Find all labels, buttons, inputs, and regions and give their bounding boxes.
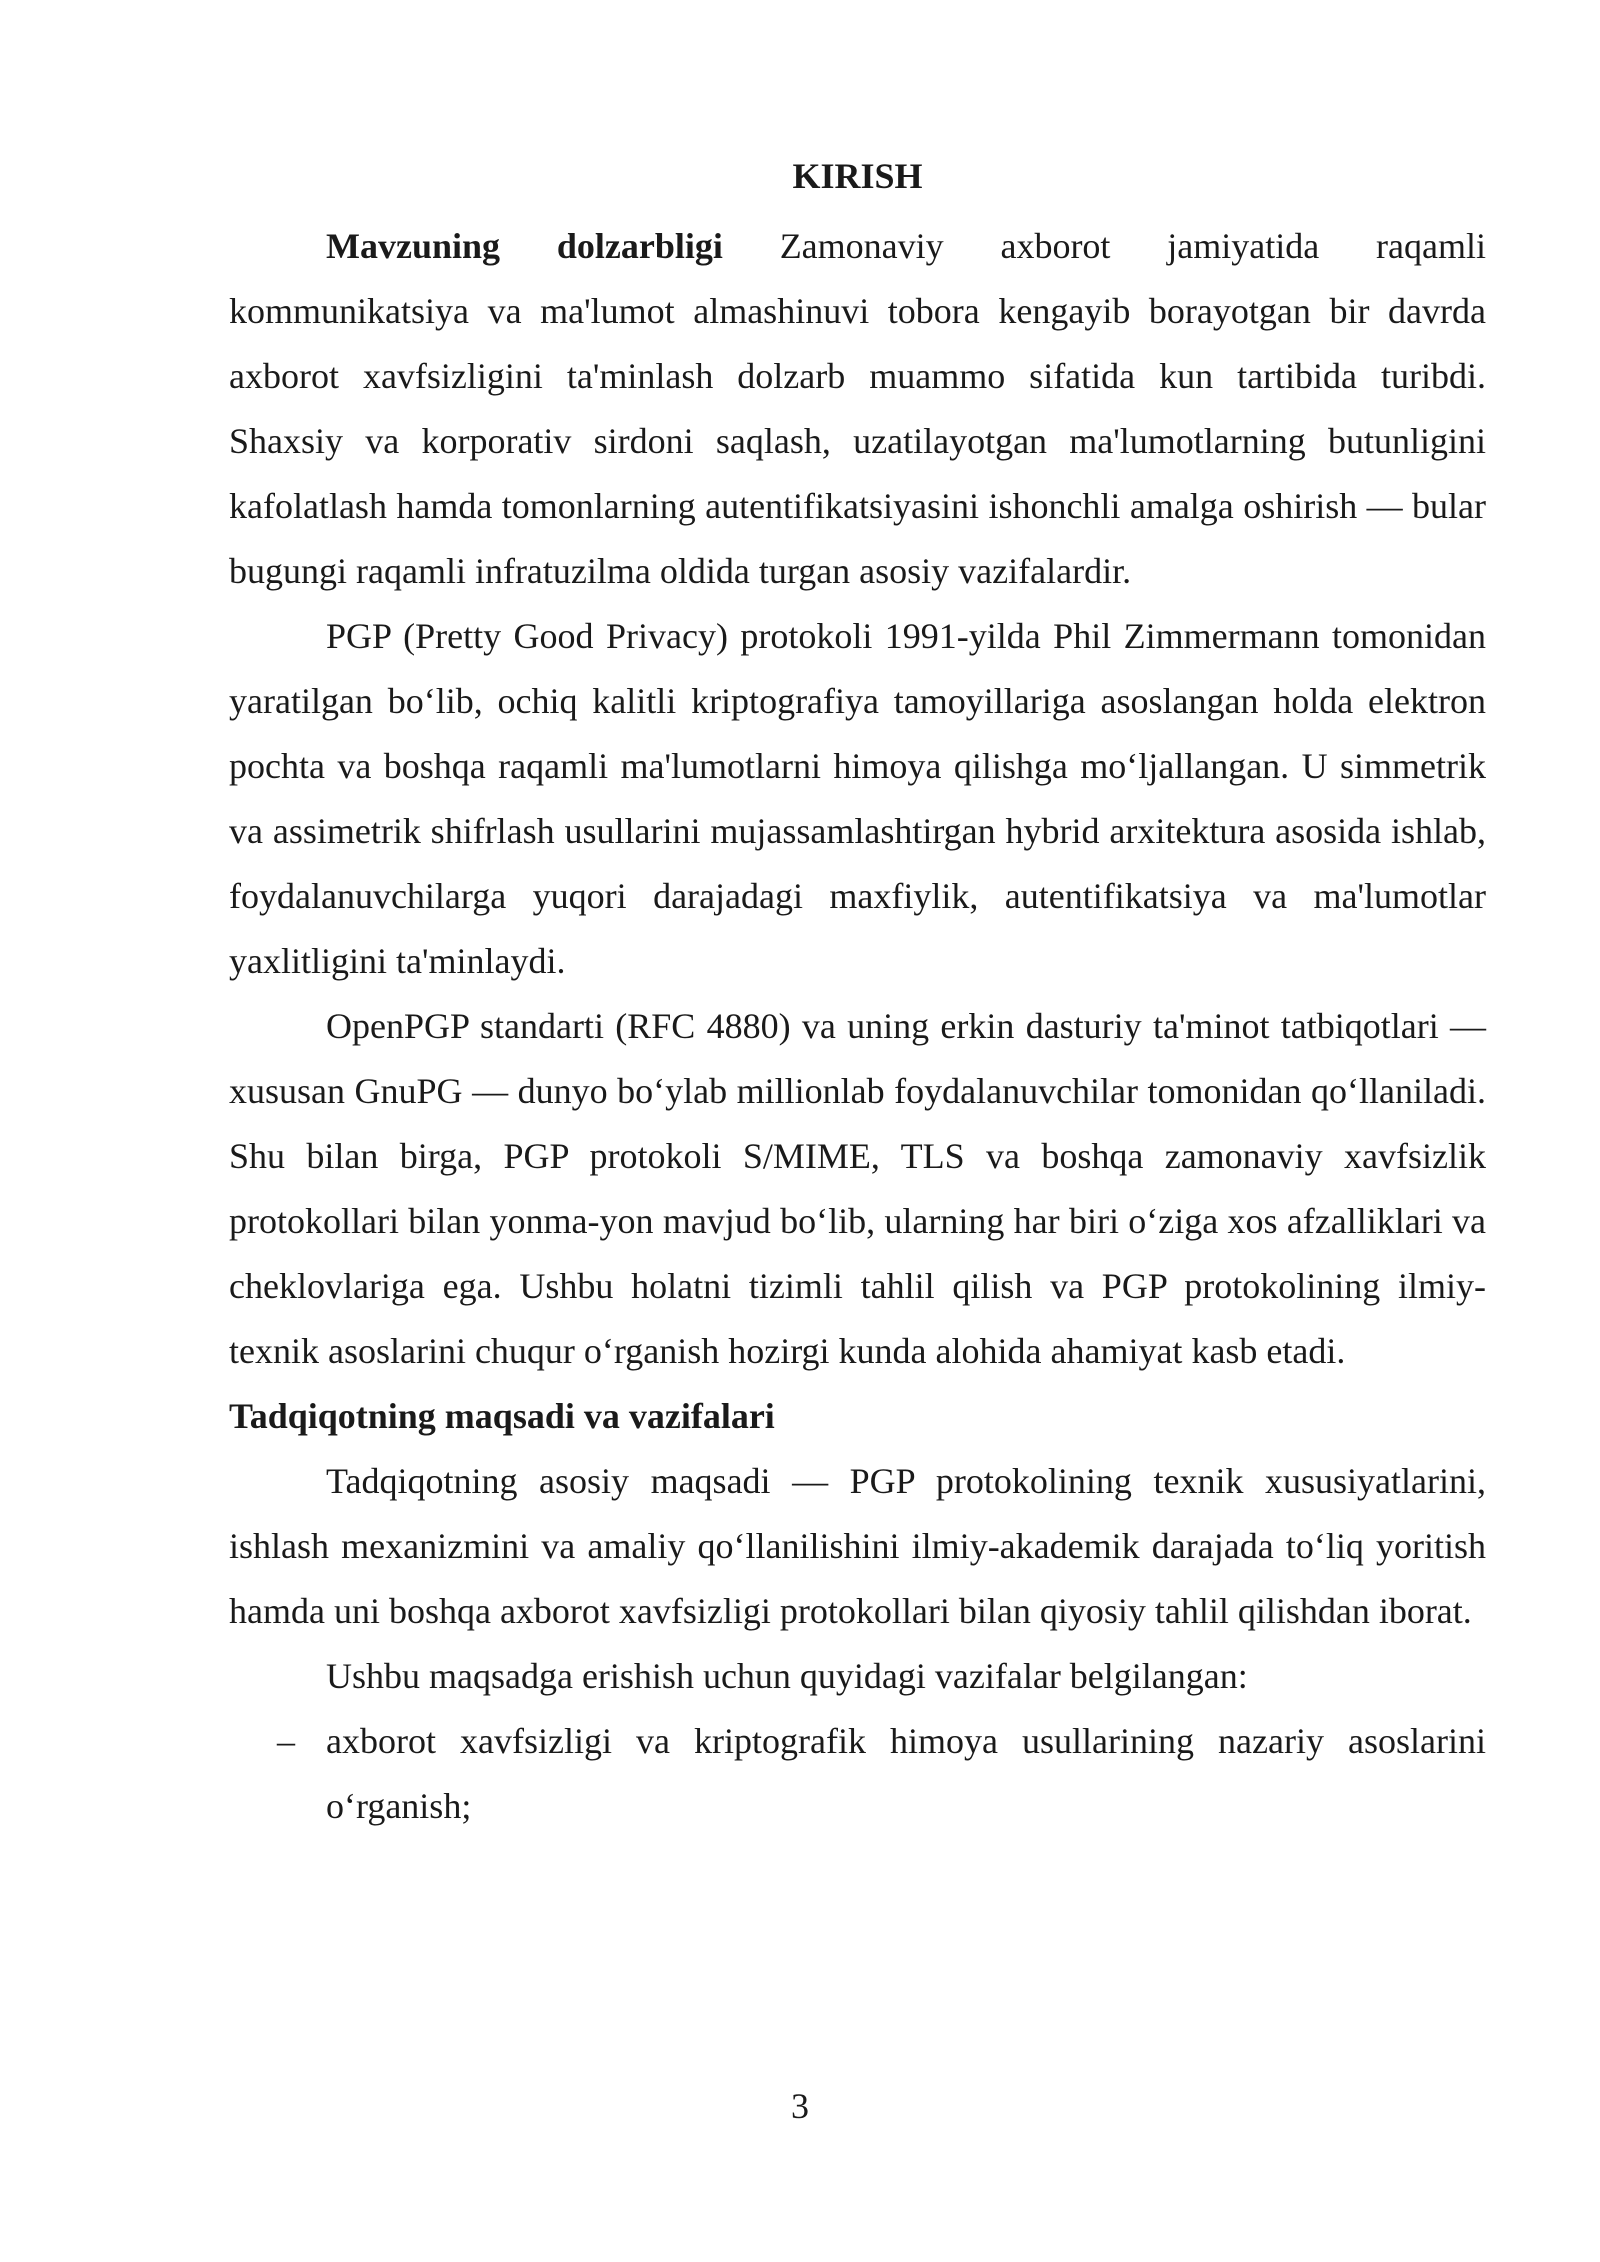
- paragraph-pgp-history: PGP (Pretty Good Privacy) protokoli 1991-yilda Phil Zimmermann tomonidan yaratilgan bo‘lib, ochiq kalitli kriptografiya tamoyillariga asoslangan holda elektron pochta va boshqa raqamli ma'lumotlarni himoya qilishga mo‘ljallangan. U simmetrik va assimetrik shifrlash usullarini mujassamlashtirgan hybrid arxitektura asosida ishlab, foydalanuvchilarga yuqori darajadagi maxfiylik, autentifikatsiya va ma'lumotlar yaxlitligini ta'minlaydi.: [229, 616, 1486, 981]
- list-item: [229, 1709, 1486, 1839]
- list-marker: –: [277, 1721, 295, 1761]
- relevance-lead: Mavzuning dolzarbligi: [326, 226, 723, 266]
- page-title: KIRISH: [792, 156, 923, 196]
- paragraph-relevance: [229, 214, 1486, 604]
- page-number: 3: [791, 2086, 809, 2126]
- paragraph-openpgp: OpenPGP standarti (RFC 4880) va uning erkin dasturiy ta'minot tatbiqotlari — xususan GnuPG — dunyo bo‘ylab millionlab foydalanuvchilar tomonidan qo‘llaniladi. Shu bilan birga, PGP protokoli S/MIME, TLS va boshqa zamonaviy xavfsizlik protokollari bilan yonma-yon mavjud bo‘lib, ularning har biri o‘ziga xos afzalliklari va cheklovlariga ega. Ushbu holatni tizimli tahlil qilish va PGP protokolining ilmiy-texnik asoslarini chuqur o‘rganish hozirgi kunda alohida ahamiyat kasb etadi.: [229, 1006, 1486, 1371]
- section-heading: Tadqiqotning maqsadi va vazifalari: [229, 1396, 775, 1436]
- list-item-text: axborot xavfsizligi va kriptografik himoya usullarining nazariy asoslarini o‘rganish;: [326, 1721, 1486, 1826]
- relevance-text: Zamonaviy axborot jamiyatida raqamli kommunikatsiya va ma'lumot almashinuvi tobora kengayib borayotgan bir davrda axborot xavfsizligini ta'minlash dolzarb muammo sifatida kun tartibida turibdi. Shaxsiy va korporativ sirdoni saqlash, uzatilayotgan ma'lumotlarning butunligini kafolatlash hamda tomonlarning autentifikatsiyasini ishonchli amalga oshirish — bular bugungi raqamli infratuzilma oldida turgan asosiy vazifalardir.: [229, 226, 1486, 591]
- paragraph-tasks-intro: Ushbu maqsadga erishish uchun quyidagi vazifalar belgilangan:: [326, 1656, 1248, 1696]
- tasks-list: [229, 1709, 1486, 1839]
- paragraph-goal: Tadqiqotning asosiy maqsadi — PGP protokolining texnik xususiyatlarini, ishlash mexanizmini va amaliy qo‘llanilishini ilmiy-akademik darajada to‘liq yoritish hamda uni boshqa axborot xavfsizligi protokollari bilan qiyosiy tahlil qilishdan iborat.: [229, 1461, 1486, 1631]
- page-content: [229, 148, 1486, 1839]
